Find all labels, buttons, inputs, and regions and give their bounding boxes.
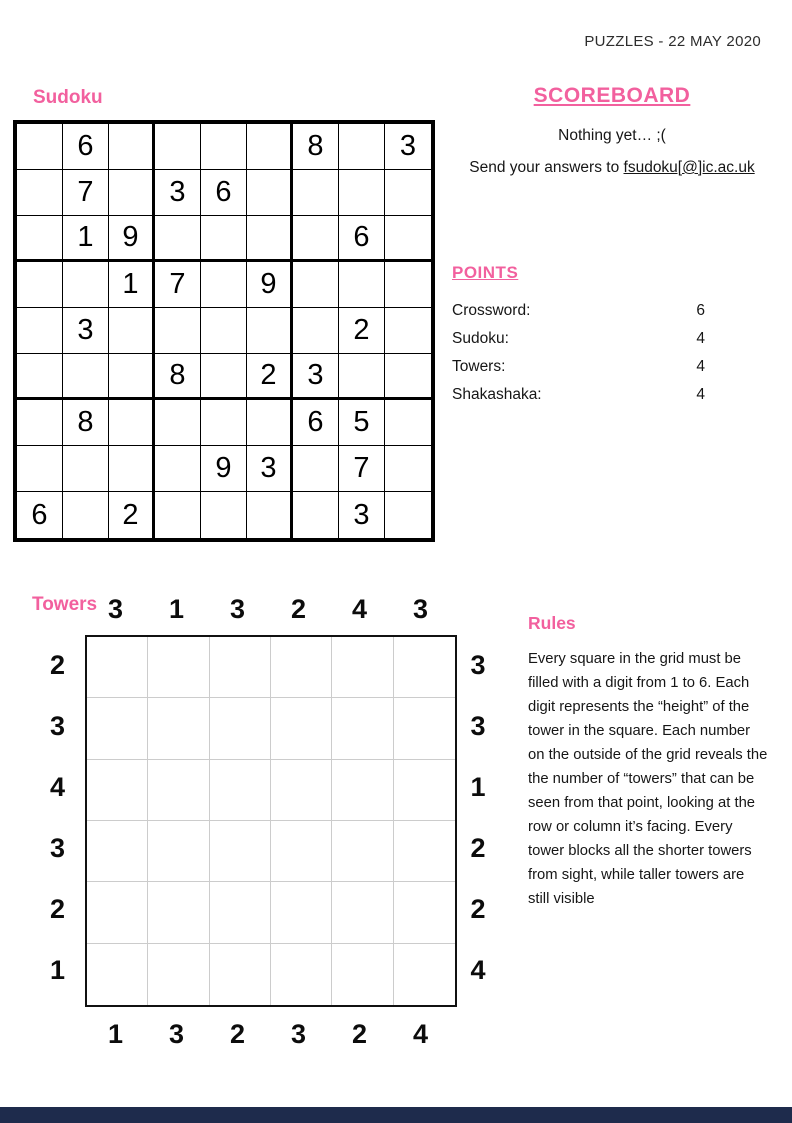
sudoku-cell — [201, 216, 247, 262]
sudoku-cell: 3 — [155, 170, 201, 216]
scoreboard-send-line — [445, 159, 779, 177]
sudoku-cell: 6 — [293, 400, 339, 446]
towers-title: Towers — [32, 594, 98, 615]
rules-body: Every square in the grid must be filled with a digit from 1 to 6. Each digit represents the “height” of the tower in the square. Each number on the outside of the grid reveals the the number of “towers” that can be seen from that point, looking at the row or column it’s facing. Every tower blocks all the shorter towers from sight, while taller towers are still visible — [528, 651, 768, 907]
towers-cell — [394, 821, 455, 882]
sudoku-cell — [17, 262, 63, 308]
points-row — [452, 358, 705, 386]
rules-section — [528, 613, 768, 911]
sudoku-cell — [293, 492, 339, 538]
points-row — [452, 386, 705, 414]
towers-cell — [332, 760, 393, 821]
sudoku-cell: 9 — [201, 446, 247, 492]
sudoku-cell — [155, 216, 201, 262]
towers-clue-bottom: 1 — [107, 1019, 124, 1049]
sudoku-cell — [201, 262, 247, 308]
date-line: PUZZLES - 22 MAY 2020 — [584, 33, 761, 50]
towers-section — [30, 588, 499, 1050]
towers-cell — [271, 944, 332, 1005]
scoreboard-title: SCOREBOARD — [533, 84, 691, 107]
sudoku-cell: 8 — [293, 124, 339, 170]
sudoku-cell — [63, 354, 109, 400]
sudoku-cell — [201, 354, 247, 400]
towers-clues-top — [85, 594, 499, 635]
sudoku-cell — [109, 308, 155, 354]
sudoku-cell — [17, 216, 63, 262]
sudoku-cell — [155, 400, 201, 446]
sudoku-cell — [385, 308, 431, 354]
towers-grid — [85, 635, 457, 1007]
towers-cell — [210, 760, 271, 821]
towers-clues-bottom — [85, 1019, 499, 1050]
sudoku-cell: 3 — [339, 492, 385, 538]
sudoku-cell — [201, 308, 247, 354]
towers-clue-top: 1 — [168, 594, 185, 624]
towers-cell — [210, 821, 271, 882]
sudoku-cell — [247, 170, 293, 216]
towers-cell — [148, 760, 209, 821]
towers-cell — [271, 637, 332, 698]
towers-clue-bottom: 2 — [351, 1019, 368, 1049]
points-row — [452, 330, 705, 358]
sudoku-cell — [247, 492, 293, 538]
towers-clue-bottom: 4 — [412, 1019, 429, 1049]
towers-cell — [271, 760, 332, 821]
sudoku-cell — [293, 262, 339, 308]
sudoku-cell — [293, 216, 339, 262]
towers-clue-left: 4 — [49, 772, 66, 802]
send-prefix: Send your answers to — [469, 159, 624, 176]
rules-title: Rules — [528, 613, 576, 633]
towers-clue-right: 4 — [470, 955, 486, 985]
sudoku-cell — [155, 446, 201, 492]
towers-clue-right: 3 — [470, 650, 486, 680]
sudoku-cell: 1 — [109, 262, 155, 308]
towers-cell — [87, 698, 148, 759]
towers-cell — [87, 760, 148, 821]
sudoku-cell: 8 — [63, 400, 109, 446]
sudoku-cell — [17, 308, 63, 354]
points-value: 6 — [696, 302, 705, 319]
towers-cell — [271, 882, 332, 943]
towers-cell — [87, 637, 148, 698]
sudoku-cell — [247, 216, 293, 262]
towers-cell — [394, 944, 455, 1005]
sudoku-cell — [385, 492, 431, 538]
sudoku-cell — [385, 354, 431, 400]
towers-cell — [148, 944, 209, 1005]
towers-cell — [87, 882, 148, 943]
sudoku-cell — [109, 400, 155, 446]
towers-cell — [148, 882, 209, 943]
sudoku-cell: 7 — [155, 262, 201, 308]
sudoku-cell — [385, 216, 431, 262]
sudoku-cell — [109, 124, 155, 170]
towers-cell — [394, 698, 455, 759]
points-label: Towers: — [452, 358, 506, 375]
sudoku-cell — [109, 446, 155, 492]
sudoku-cell — [201, 492, 247, 538]
sudoku-cell: 6 — [17, 492, 63, 538]
sudoku-cell: 5 — [339, 400, 385, 446]
towers-clue-bottom: 2 — [229, 1019, 246, 1049]
points-value: 4 — [696, 330, 705, 347]
sudoku-cell — [201, 400, 247, 446]
sudoku-cell — [17, 400, 63, 446]
sudoku-cell: 2 — [339, 308, 385, 354]
towers-clue-bottom: 3 — [168, 1019, 185, 1049]
sudoku-cell — [293, 308, 339, 354]
towers-cell — [394, 637, 455, 698]
towers-cell — [271, 821, 332, 882]
towers-cell — [332, 944, 393, 1005]
towers-cell — [210, 944, 271, 1005]
sudoku-cell — [293, 170, 339, 216]
sudoku-cell — [339, 170, 385, 216]
points-label: Crossword: — [452, 302, 531, 319]
sudoku-cell — [247, 124, 293, 170]
points-label: Sudoku: — [452, 330, 509, 347]
sudoku-title: Sudoku — [33, 87, 103, 108]
sudoku-cell — [63, 446, 109, 492]
scoreboard-status: Nothing yet… ;( — [558, 127, 666, 144]
towers-cell — [210, 637, 271, 698]
towers-cell — [332, 882, 393, 943]
sudoku-cell: 7 — [339, 446, 385, 492]
points-row — [452, 302, 705, 330]
towers-clue-top: 3 — [412, 594, 429, 624]
towers-cell — [394, 882, 455, 943]
towers-clue-top: 4 — [351, 594, 368, 624]
sudoku-cell: 1 — [63, 216, 109, 262]
towers-clue-left: 2 — [49, 650, 66, 680]
towers-clue-left: 3 — [49, 711, 66, 741]
sudoku-cell — [17, 124, 63, 170]
towers-cell — [148, 637, 209, 698]
sudoku-cell: 9 — [109, 216, 155, 262]
towers-clue-right: 1 — [470, 772, 486, 802]
footer-bar — [0, 1107, 792, 1123]
towers-cell — [210, 882, 271, 943]
sudoku-cell — [155, 308, 201, 354]
sudoku-cell — [201, 124, 247, 170]
sudoku-cell — [17, 170, 63, 216]
email-link[interactable]: fsudoku[@]ic.ac.uk — [623, 159, 755, 176]
towers-clue-left: 2 — [49, 894, 66, 924]
towers-cell — [148, 821, 209, 882]
towers-cell — [271, 698, 332, 759]
sudoku-cell: 9 — [247, 262, 293, 308]
sudoku-cell — [155, 124, 201, 170]
sudoku-cell: 2 — [109, 492, 155, 538]
towers-cell — [332, 821, 393, 882]
sudoku-cell: 3 — [293, 354, 339, 400]
sudoku-cell — [63, 492, 109, 538]
towers-cell — [394, 760, 455, 821]
towers-clue-left: 1 — [49, 955, 66, 985]
points-value: 4 — [696, 358, 705, 375]
towers-clue-left: 3 — [49, 833, 66, 863]
sudoku-cell — [17, 354, 63, 400]
points-label: Shakashaka: — [452, 386, 542, 403]
towers-cell — [332, 637, 393, 698]
towers-cell — [332, 698, 393, 759]
sudoku-cell: 3 — [385, 124, 431, 170]
sudoku-cell: 3 — [247, 446, 293, 492]
towers-clues-left — [30, 635, 85, 1007]
sudoku-cell — [385, 170, 431, 216]
towers-clue-top: 2 — [290, 594, 307, 624]
points-value: 4 — [696, 386, 705, 403]
sudoku-cell — [247, 400, 293, 446]
sudoku-cell — [109, 354, 155, 400]
sudoku-cell — [339, 124, 385, 170]
sudoku-cell — [155, 492, 201, 538]
sudoku-cell — [17, 446, 63, 492]
sudoku-cell — [385, 262, 431, 308]
points-title: POINTS — [452, 263, 519, 282]
towers-clue-right: 3 — [470, 711, 486, 741]
sudoku-cell — [339, 354, 385, 400]
sudoku-grid — [13, 120, 435, 542]
sudoku-cell — [339, 262, 385, 308]
sudoku-cell: 2 — [247, 354, 293, 400]
sudoku-cell: 7 — [63, 170, 109, 216]
sudoku-cell — [247, 308, 293, 354]
towers-clue-bottom: 3 — [290, 1019, 307, 1049]
sudoku-cell: 6 — [201, 170, 247, 216]
towers-clue-top: 3 — [229, 594, 246, 624]
sudoku-cell: 6 — [63, 124, 109, 170]
towers-cell — [210, 698, 271, 759]
points-section — [452, 263, 705, 414]
towers-clues-right — [457, 635, 499, 1007]
scoreboard-section — [445, 84, 779, 177]
sudoku-cell — [293, 446, 339, 492]
sudoku-cell — [385, 446, 431, 492]
sudoku-cell — [109, 170, 155, 216]
towers-cell — [148, 698, 209, 759]
sudoku-cell: 6 — [339, 216, 385, 262]
sudoku-cell — [385, 400, 431, 446]
sudoku-cell: 3 — [63, 308, 109, 354]
towers-cell — [87, 821, 148, 882]
towers-clue-right: 2 — [470, 833, 486, 863]
towers-clue-top: 3 — [107, 594, 124, 624]
towers-cell — [87, 944, 148, 1005]
towers-clue-right: 2 — [470, 894, 486, 924]
sudoku-cell: 8 — [155, 354, 201, 400]
sudoku-cell — [63, 262, 109, 308]
